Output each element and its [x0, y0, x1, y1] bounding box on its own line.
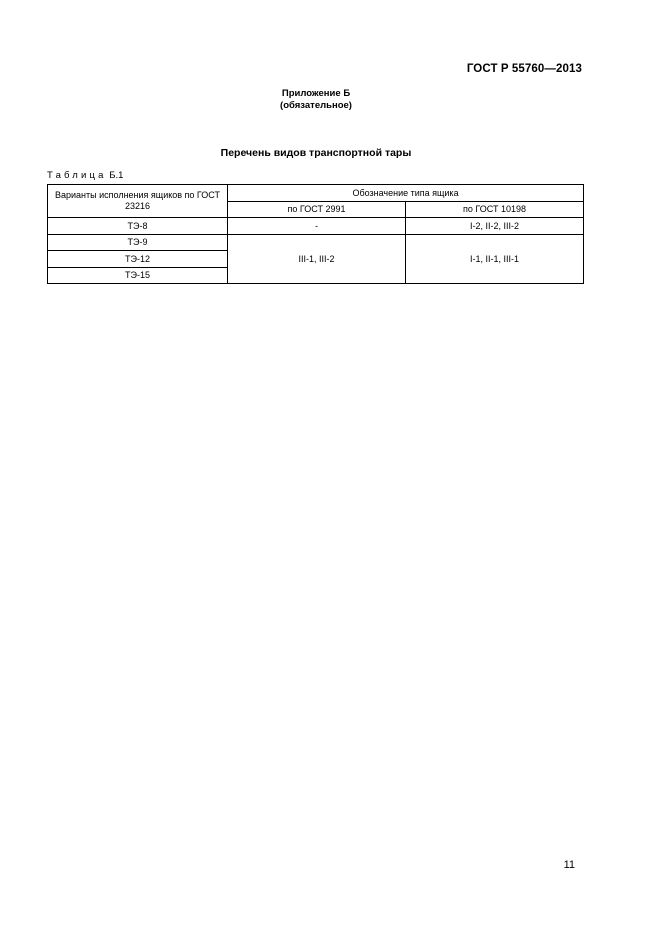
header-gost-2991: по ГОСТ 2991 [228, 202, 406, 218]
document-code: ГОСТ Р 55760—2013 [466, 63, 582, 75]
packaging-table [47, 184, 584, 284]
cell-gost-10198: I-2, II-2, III-2 [406, 218, 584, 235]
table-caption [47, 170, 123, 181]
cell-group-gost-10198: I-1, II-1, III-1 [406, 235, 584, 284]
cell-gost-2991: - [228, 218, 406, 235]
header-variants: Варианты исполнения ящиков по ГОСТ 23216 [48, 185, 228, 218]
cell-variant: ТЭ-9 [48, 235, 228, 251]
page-number: 11 [563, 859, 575, 871]
appendix-title: Приложение Б [281, 88, 351, 99]
table-row [48, 218, 584, 235]
cell-variant: ТЭ-8 [48, 218, 228, 235]
appendix-status: (обязательное) [280, 100, 352, 111]
table-row [48, 235, 584, 251]
cell-variant: ТЭ-12 [48, 251, 228, 268]
section-title: Перечень видов транспортной тары [220, 147, 412, 159]
cell-variant: ТЭ-15 [48, 268, 228, 284]
header-designation: Обозначение типа ящика [228, 185, 584, 202]
table-caption-word: Таблица [47, 170, 107, 181]
table-header-row [48, 185, 584, 202]
header-gost-10198: по ГОСТ 10198 [406, 202, 584, 218]
cell-group-gost-2991: III-1, III-2 [228, 235, 406, 284]
table-caption-number: Б.1 [109, 170, 124, 181]
